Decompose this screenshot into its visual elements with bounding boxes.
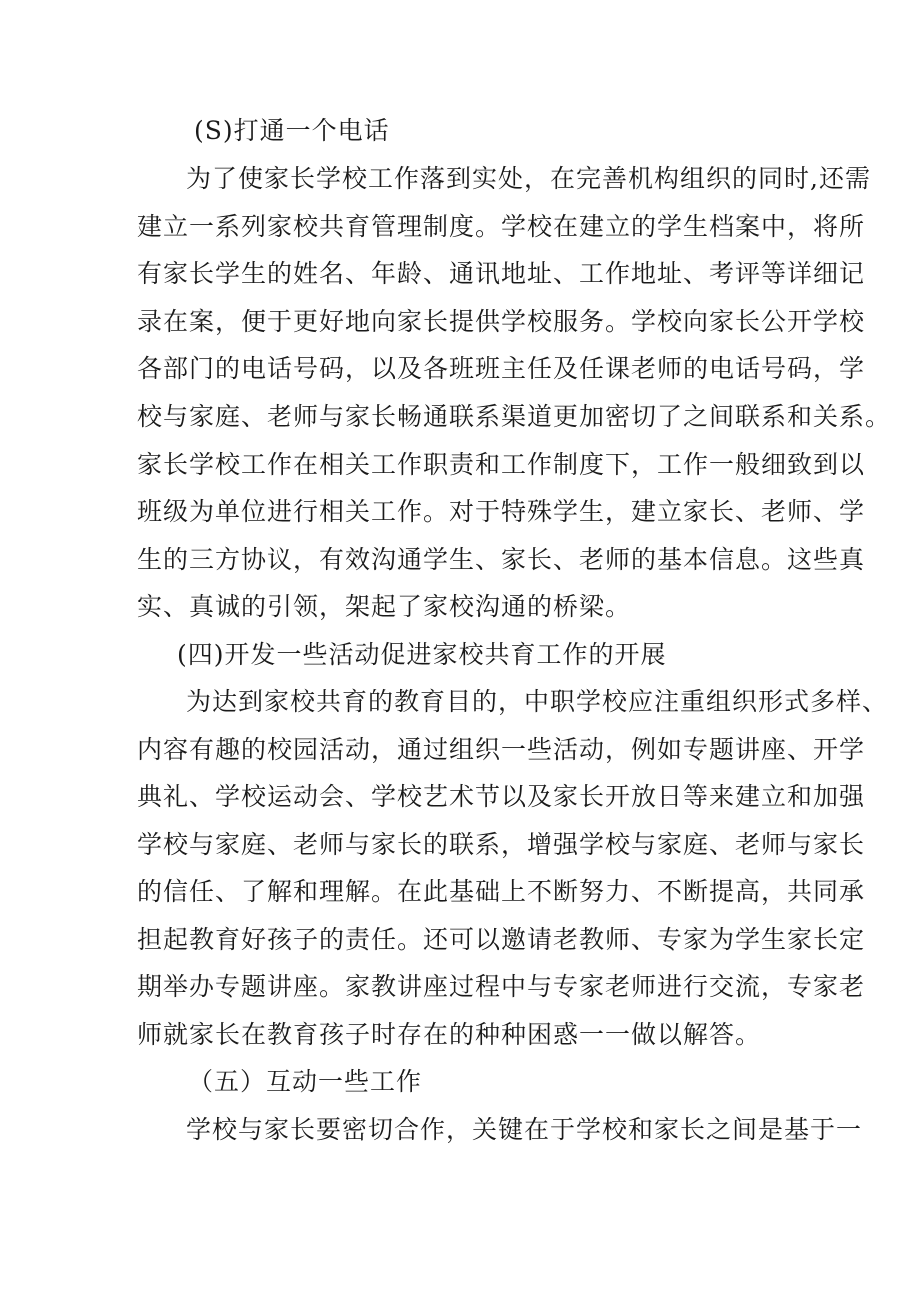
paragraph-line: 典礼、学校运动会、学校艺术节以及家长开放日等来建立和加强 bbox=[137, 782, 866, 811]
paragraph-line: 生的三方协议，有效沟通学生、家长、老师的基本信息。这些真 bbox=[137, 545, 866, 574]
section-heading: (S)打通一个电话 bbox=[194, 116, 390, 145]
paragraph-line: 建立一系列家校共育管理制度。学校在建立的学生档案中，将所 bbox=[137, 212, 866, 241]
paragraph-line: 校与家庭、老师与家长畅通联系渠道更加密切了之间联系和关系。 bbox=[137, 402, 892, 431]
paragraph-line: 内容有趣的校园活动，通过组织一些活动，例如专题讲座、开学 bbox=[137, 735, 866, 764]
paragraph-line: 为了使家长学校工作落到实处，在完善机构组织的同时,还需 bbox=[186, 164, 871, 193]
paragraph-line: 期举办专题讲座。家教讲座过程中与专家老师进行交流，专家老 bbox=[137, 972, 866, 1001]
paragraph-line: 班级为单位进行相关工作。对于特殊学生，建立家长、老师、学 bbox=[137, 497, 866, 526]
paragraph-line: 录在案，便于更好地向家长提供学校服务。学校向家长公开学校 bbox=[137, 307, 866, 336]
paragraph-line: 有家长学生的姓名、年龄、通讯地址、工作地址、考评等详细记 bbox=[137, 259, 866, 288]
section-heading: （五）互动一些工作 bbox=[188, 1067, 423, 1096]
paragraph-line: 师就家长在教育孩子时存在的种种困惑一一做以解答。 bbox=[137, 1020, 762, 1049]
section-heading: (四)开发一些活动促进家校共育工作的开展 bbox=[177, 640, 667, 669]
paragraph-line: 实、真诚的引领，架起了家校沟通的桥梁。 bbox=[137, 592, 632, 621]
paragraph-line: 学校与家庭、老师与家长的联系，增强学校与家庭、老师与家长 bbox=[137, 830, 866, 859]
paragraph-line: 学校与家长要密切合作，关键在于学校和家长之间是基于一 bbox=[186, 1115, 863, 1144]
paragraph-line: 各部门的电话号码，以及各班班主任及任课老师的电话号码，学 bbox=[137, 354, 866, 383]
paragraph-line: 担起教育好孩子的责任。还可以邀请老教师、专家为学生家长定 bbox=[137, 925, 866, 954]
paragraph-line: 为达到家校共育的教育目的，中职学校应注重组织形式多样、 bbox=[186, 687, 889, 716]
paragraph-line: 家长学校工作在相关工作职责和工作制度下，工作一般细致到以 bbox=[137, 450, 866, 479]
paragraph-line: 的信任、了解和理解。在此基础上不断努力、不断提高，共同承 bbox=[137, 877, 866, 906]
